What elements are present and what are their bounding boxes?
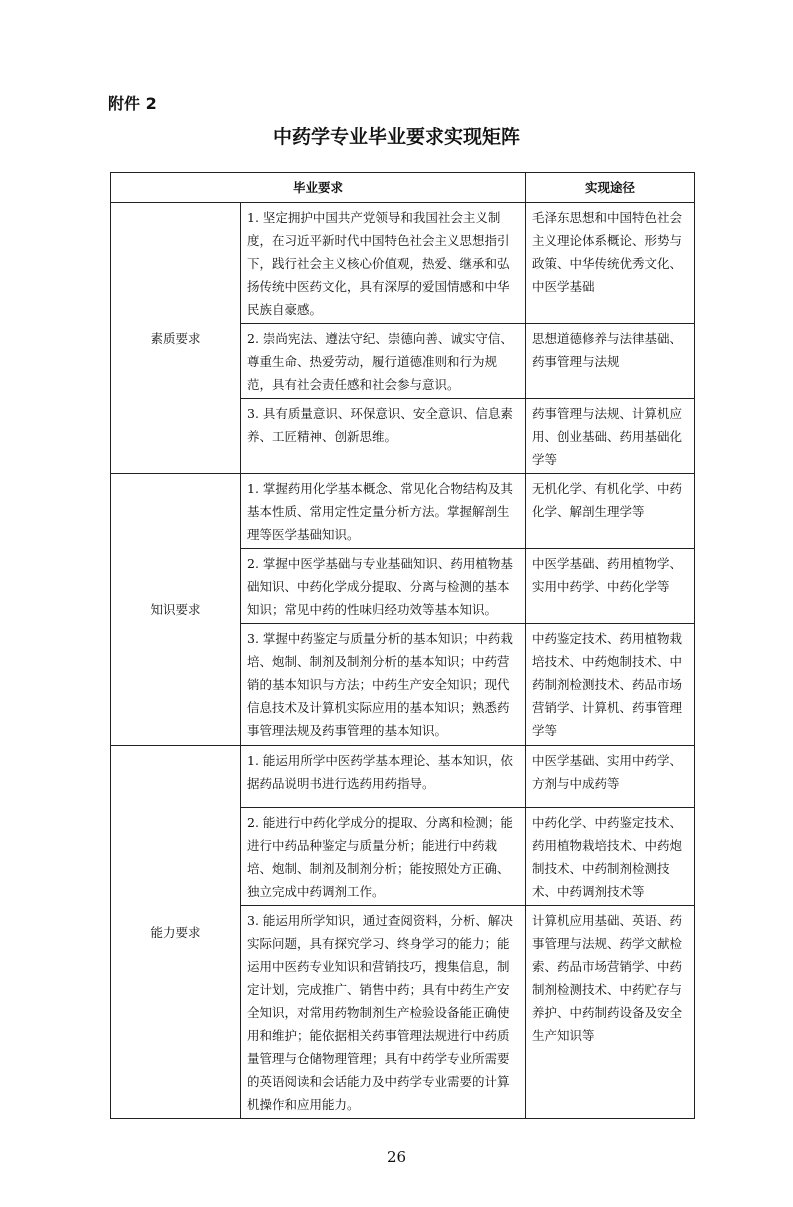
category-cell: 能力要求 bbox=[111, 746, 241, 1119]
requirement-cell: 1. 坚定拥护中国共产党领导和我国社会主义制度，在习近平新时代中国特色社会主义思想指引下，践行社会主义核心价值观，热爱、继承和弘扬传统中医药文化，具有深厚的爱国情感和中华民族自豪感。 bbox=[241, 203, 526, 324]
requirement-cell: 1. 掌握药用化学基本概念、常见化合物结构及其基本性质、常用定性定量分析方法。掌握解剖生理等医学基础知识。 bbox=[241, 474, 526, 549]
approach-cell: 中药鉴定技术、药用植物栽培技术、中药炮制技术、中药制剂检测技术、药品市场营销学、计算机、药事管理学等 bbox=[526, 624, 695, 746]
attachment-label: 附件 2 bbox=[108, 94, 157, 113]
table-row bbox=[111, 746, 695, 808]
table-row bbox=[111, 474, 695, 549]
approach-cell: 计算机应用基础、英语、药事管理与法规、药学文献检索、药品市场营销学、中药制剂检测技术、中药贮存与养护、中药制药设备及安全生产知识等 bbox=[526, 906, 695, 1119]
approach-cell: 中医学基础、实用中药学、方剂与中成药等 bbox=[526, 746, 695, 808]
requirement-cell: 1. 能运用所学中医药学基本理论、基本知识，依据药品说明书进行选药用药指导。 bbox=[241, 746, 526, 808]
table-header-row bbox=[111, 173, 695, 203]
page-number: 26 bbox=[386, 1148, 407, 1166]
page-title: 中药学专业毕业要求实现矩阵 bbox=[272, 126, 520, 148]
approach-cell: 思想道德修养与法律基础、药事管理与法规 bbox=[526, 324, 695, 399]
requirement-cell: 3. 掌握中药鉴定与质量分析的基本知识；中药栽培、炮制、制剂及制剂分析的基本知识；中药营销的基本知识与方法；中药生产安全知识；现代信息技术及计算机实际应用的基本知识；熟悉药事管理法规及药事管理的基本知识。 bbox=[241, 624, 526, 746]
graduation-requirements-matrix bbox=[110, 172, 695, 1119]
header-approach: 实现途径 bbox=[526, 173, 695, 203]
requirement-cell: 2. 崇尚宪法、遵法守纪、崇德向善、诚实守信、尊重生命、热爱劳动，履行道德准则和行为规范，具有社会责任感和社会参与意识。 bbox=[241, 324, 526, 399]
requirement-cell: 3. 能运用所学知识，通过查阅资料，分析、解决实际问题，具有探究学习、终身学习的能力；能运用中医药专业知识和营销技巧，搜集信息，制定计划，完成推广、销售中药；具有中药生产安全知识，对常用药物制剂生产检验设备能正确使用和维护；能依据相关药事管理法规进行中药质量管理与仓储物理管理；具有中药学专业所需要的英语阅读和会话能力及中药学专业需要的计算机操作和应用能力。 bbox=[241, 906, 526, 1119]
requirement-cell: 2. 能进行中药化学成分的提取、分离和检测；能进行中药品种鉴定与质量分析；能进行中药栽培、炮制、制剂及制剂分析；能按照处方正确、独立完成中药调剂工作。 bbox=[241, 808, 526, 906]
category-cell: 素质要求 bbox=[111, 203, 241, 474]
header-requirements: 毕业要求 bbox=[111, 173, 526, 203]
approach-cell: 中医学基础、药用植物学、实用中药学、中药化学等 bbox=[526, 549, 695, 624]
requirement-cell: 2. 掌握中医学基础与专业基础知识、药用植物基础知识、中药化学成分提取、分离与检测的基本知识；常见中药的性味归经功效等基本知识。 bbox=[241, 549, 526, 624]
category-cell: 知识要求 bbox=[111, 474, 241, 746]
table-row bbox=[111, 203, 695, 324]
approach-cell: 药事管理与法规、计算机应用、创业基础、药用基础化学等 bbox=[526, 399, 695, 474]
approach-cell: 无机化学、有机化学、中药化学、解剖生理学等 bbox=[526, 474, 695, 549]
approach-cell: 毛泽东思想和中国特色社会主义理论体系概论、形势与政策、中华传统优秀文化、中医学基础 bbox=[526, 203, 695, 324]
requirement-cell: 3. 具有质量意识、环保意识、安全意识、信息素养、工匠精神、创新思维。 bbox=[241, 399, 526, 474]
approach-cell: 中药化学、中药鉴定技术、药用植物栽培技术、中药炮制技术、中药制剂检测技术、中药调剂技术等 bbox=[526, 808, 695, 906]
